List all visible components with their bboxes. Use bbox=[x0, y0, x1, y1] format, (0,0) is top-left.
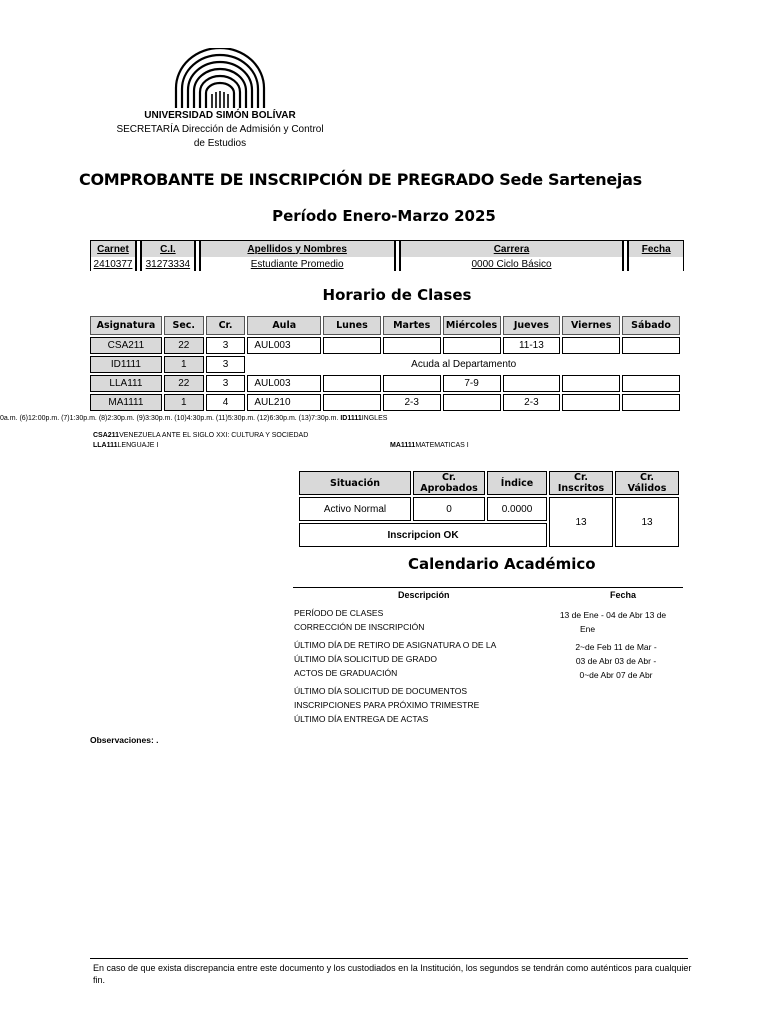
course-lunes bbox=[323, 394, 381, 411]
footer-divider bbox=[90, 958, 688, 959]
period-title: Período Enero-Marzo 2025 bbox=[272, 207, 496, 225]
course-lunes bbox=[323, 337, 381, 354]
course-cr: 4 bbox=[206, 394, 246, 411]
course-code: LLA111 bbox=[90, 375, 162, 392]
hours-legend bbox=[0, 415, 387, 422]
course-aula: AUL210 bbox=[247, 394, 321, 411]
schedule-header bbox=[90, 316, 680, 335]
course-miercoles bbox=[443, 337, 501, 354]
header-carrera: Carrera bbox=[400, 240, 624, 257]
situacion-value: Activo Normal bbox=[299, 497, 411, 521]
calendar-item: PERÍODO DE CLASES bbox=[294, 608, 384, 618]
legend-code: MA1111 bbox=[390, 442, 416, 449]
course-jueves: 2-3 bbox=[503, 394, 561, 411]
calendar-divider bbox=[293, 587, 683, 588]
student-row bbox=[90, 257, 684, 271]
schedule-row bbox=[90, 337, 680, 354]
header-indice: Índice bbox=[487, 471, 547, 495]
course-martes: 2-3 bbox=[383, 394, 441, 411]
calendar-date: 2~de Feb 11 de Mar - bbox=[575, 642, 657, 652]
inscripcion-status: Inscripcion OK bbox=[299, 523, 547, 547]
calendar-item: ÚLTIMO DÍA SOLICITUD DE GRADO bbox=[294, 654, 437, 664]
schedule-row bbox=[90, 375, 680, 392]
calendar-item: ÚLTIMO DÍA ENTREGA DE ACTAS bbox=[294, 714, 429, 724]
legend-name: MATEMATICAS I bbox=[415, 442, 469, 449]
hours-legend-text: 0a.m. (6)12:00p.m. (7)1:30p.m. (8)2:30p.m. (9)3:30p.m. (10)4:30p.m. (11)5:30p.m. (12)6:30p.m. (13)7:30p.m. bbox=[0, 415, 339, 422]
course-note: Acuda al Departamento bbox=[411, 359, 517, 370]
legend-code: LLA111 bbox=[93, 442, 118, 449]
calendar-descriptions bbox=[294, 606, 544, 726]
course-sabado bbox=[622, 337, 680, 354]
header-aula: Aula bbox=[247, 316, 321, 335]
course-sec: 22 bbox=[164, 375, 204, 392]
course-martes bbox=[383, 375, 441, 392]
legend-code: ID1111 bbox=[340, 415, 362, 422]
university-name: UNIVERSIDAD SIMÓN BOLÍVAR bbox=[144, 110, 296, 121]
calendar-date: 03 de Abr 03 de Abr - bbox=[575, 656, 657, 666]
department-name bbox=[110, 123, 330, 151]
status-table bbox=[297, 469, 681, 549]
course-sec: 1 bbox=[164, 394, 204, 411]
course-cr: 3 bbox=[206, 356, 246, 373]
calendar-item: ÚLTIMO DÍA DE RETIRO DE ASIGNATURA O DE LA bbox=[294, 640, 497, 650]
header-jueves: Jueves bbox=[503, 316, 561, 335]
ci-value: 31273334 bbox=[141, 257, 195, 271]
course-jueves bbox=[503, 375, 561, 392]
header-ci: C.I. bbox=[141, 240, 195, 257]
status-row bbox=[299, 497, 679, 521]
schedule-title: Horario de Clases bbox=[322, 286, 472, 304]
status-header bbox=[299, 471, 679, 495]
calendar-dates bbox=[548, 608, 678, 682]
legend-code: CSA211 bbox=[93, 432, 120, 439]
course-miercoles: 7-9 bbox=[443, 375, 501, 392]
course-code: ID1111 bbox=[90, 356, 162, 373]
course-code: CSA211 bbox=[90, 337, 162, 354]
legend-name: VENEZUELA ANTE EL SIGLO XXI: CULTURA Y SOCIEDAD bbox=[119, 432, 309, 439]
indice-value: 0.0000 bbox=[487, 497, 547, 521]
calendar-item: CORRECCIÓN DE INSCRIPCIÓN bbox=[294, 622, 425, 632]
header-cr-aprobados: Cr. Aprobados bbox=[413, 471, 485, 495]
cr-inscritos-value: 13 bbox=[549, 497, 613, 547]
usb-logo-icon bbox=[170, 48, 270, 110]
carnet-value: 2410377 bbox=[90, 257, 136, 271]
header-nombres: Apellidos y Nombres bbox=[200, 240, 395, 257]
calendar-date: Ene bbox=[580, 624, 596, 634]
legend-name: LENGUAJE I bbox=[117, 442, 159, 449]
course-legend bbox=[93, 442, 158, 449]
course-sec: 22 bbox=[164, 337, 204, 354]
header-lunes: Lunes bbox=[323, 316, 381, 335]
calendar-date: 13 de Ene - 04 de Abr 13 de bbox=[559, 610, 667, 620]
calendar-item: ACTOS DE GRADUACIÓN bbox=[294, 668, 398, 678]
calendar-item: INSCRIPCIONES PARA PRÓXIMO TRIMESTRE bbox=[294, 700, 480, 710]
course-code: MA1111 bbox=[90, 394, 162, 411]
course-legend bbox=[93, 432, 308, 439]
calendar-date: 0~de Abr 07 de Abr bbox=[579, 670, 653, 680]
header-miercoles: Miércoles bbox=[443, 316, 501, 335]
calendar-header-desc: Descripción bbox=[398, 590, 450, 600]
nombre-value: Estudiante Promedio bbox=[200, 257, 395, 271]
course-sabado bbox=[622, 394, 680, 411]
footer-disclaimer: En caso de que exista discrepancia entre este documento y los custodiados en la Institución, los segundos se tendrán como auténticos para cualquier fin. bbox=[93, 963, 692, 985]
fecha-value bbox=[628, 257, 684, 271]
header-cr: Cr. bbox=[206, 316, 246, 335]
header-carnet: Carnet bbox=[90, 240, 136, 257]
header-cr-validos: Cr. Válidos bbox=[615, 471, 679, 495]
course-viernes bbox=[562, 337, 620, 354]
course-viernes bbox=[562, 375, 620, 392]
calendar-title: Calendario Académico bbox=[408, 555, 596, 573]
carrera-value: 0000 Ciclo Básico bbox=[400, 257, 624, 271]
course-miercoles bbox=[443, 394, 501, 411]
course-aula: AUL003 bbox=[247, 375, 321, 392]
course-martes bbox=[383, 337, 441, 354]
legend-name: INGLES bbox=[361, 415, 388, 422]
document-title: COMPROBANTE DE INSCRIPCIÓN DE PREGRADO Sede Sartenejas bbox=[79, 170, 642, 189]
header-sec: Sec. bbox=[164, 316, 204, 335]
course-sec: 1 bbox=[164, 356, 204, 373]
course-lunes bbox=[323, 375, 381, 392]
course-cr: 3 bbox=[206, 337, 246, 354]
calendar-header-date: Fecha bbox=[610, 590, 637, 600]
course-legend bbox=[390, 442, 469, 449]
header-situacion: Situación bbox=[299, 471, 411, 495]
course-aula: AUL003 bbox=[247, 337, 321, 354]
schedule-row bbox=[90, 356, 680, 373]
department-line-1: SECRETARÍA Dirección de Admisión y Control bbox=[116, 124, 324, 135]
schedule-row bbox=[90, 394, 680, 411]
header-asignatura: Asignatura bbox=[90, 316, 162, 335]
observaciones: Observaciones: . bbox=[90, 735, 159, 745]
course-cr: 3 bbox=[206, 375, 246, 392]
student-table-header bbox=[90, 240, 684, 257]
course-sabado bbox=[622, 375, 680, 392]
header-fecha: Fecha bbox=[628, 240, 684, 257]
course-viernes bbox=[562, 394, 620, 411]
calendar-item: ÚLTIMO DÍA SOLICITUD DE DOCUMENTOS bbox=[294, 686, 468, 696]
schedule-table bbox=[88, 314, 682, 413]
course-jueves: 11-13 bbox=[503, 337, 561, 354]
cr-validos-value: 13 bbox=[615, 497, 679, 547]
department-line-2: de Estudios bbox=[193, 138, 247, 149]
header-viernes: Viernes bbox=[562, 316, 620, 335]
header-sabado: Sábado bbox=[622, 316, 680, 335]
student-table bbox=[90, 240, 684, 271]
cr-aprobados-value: 0 bbox=[413, 497, 485, 521]
header-cr-inscritos: Cr. Inscritos bbox=[549, 471, 613, 495]
header-martes: Martes bbox=[383, 316, 441, 335]
